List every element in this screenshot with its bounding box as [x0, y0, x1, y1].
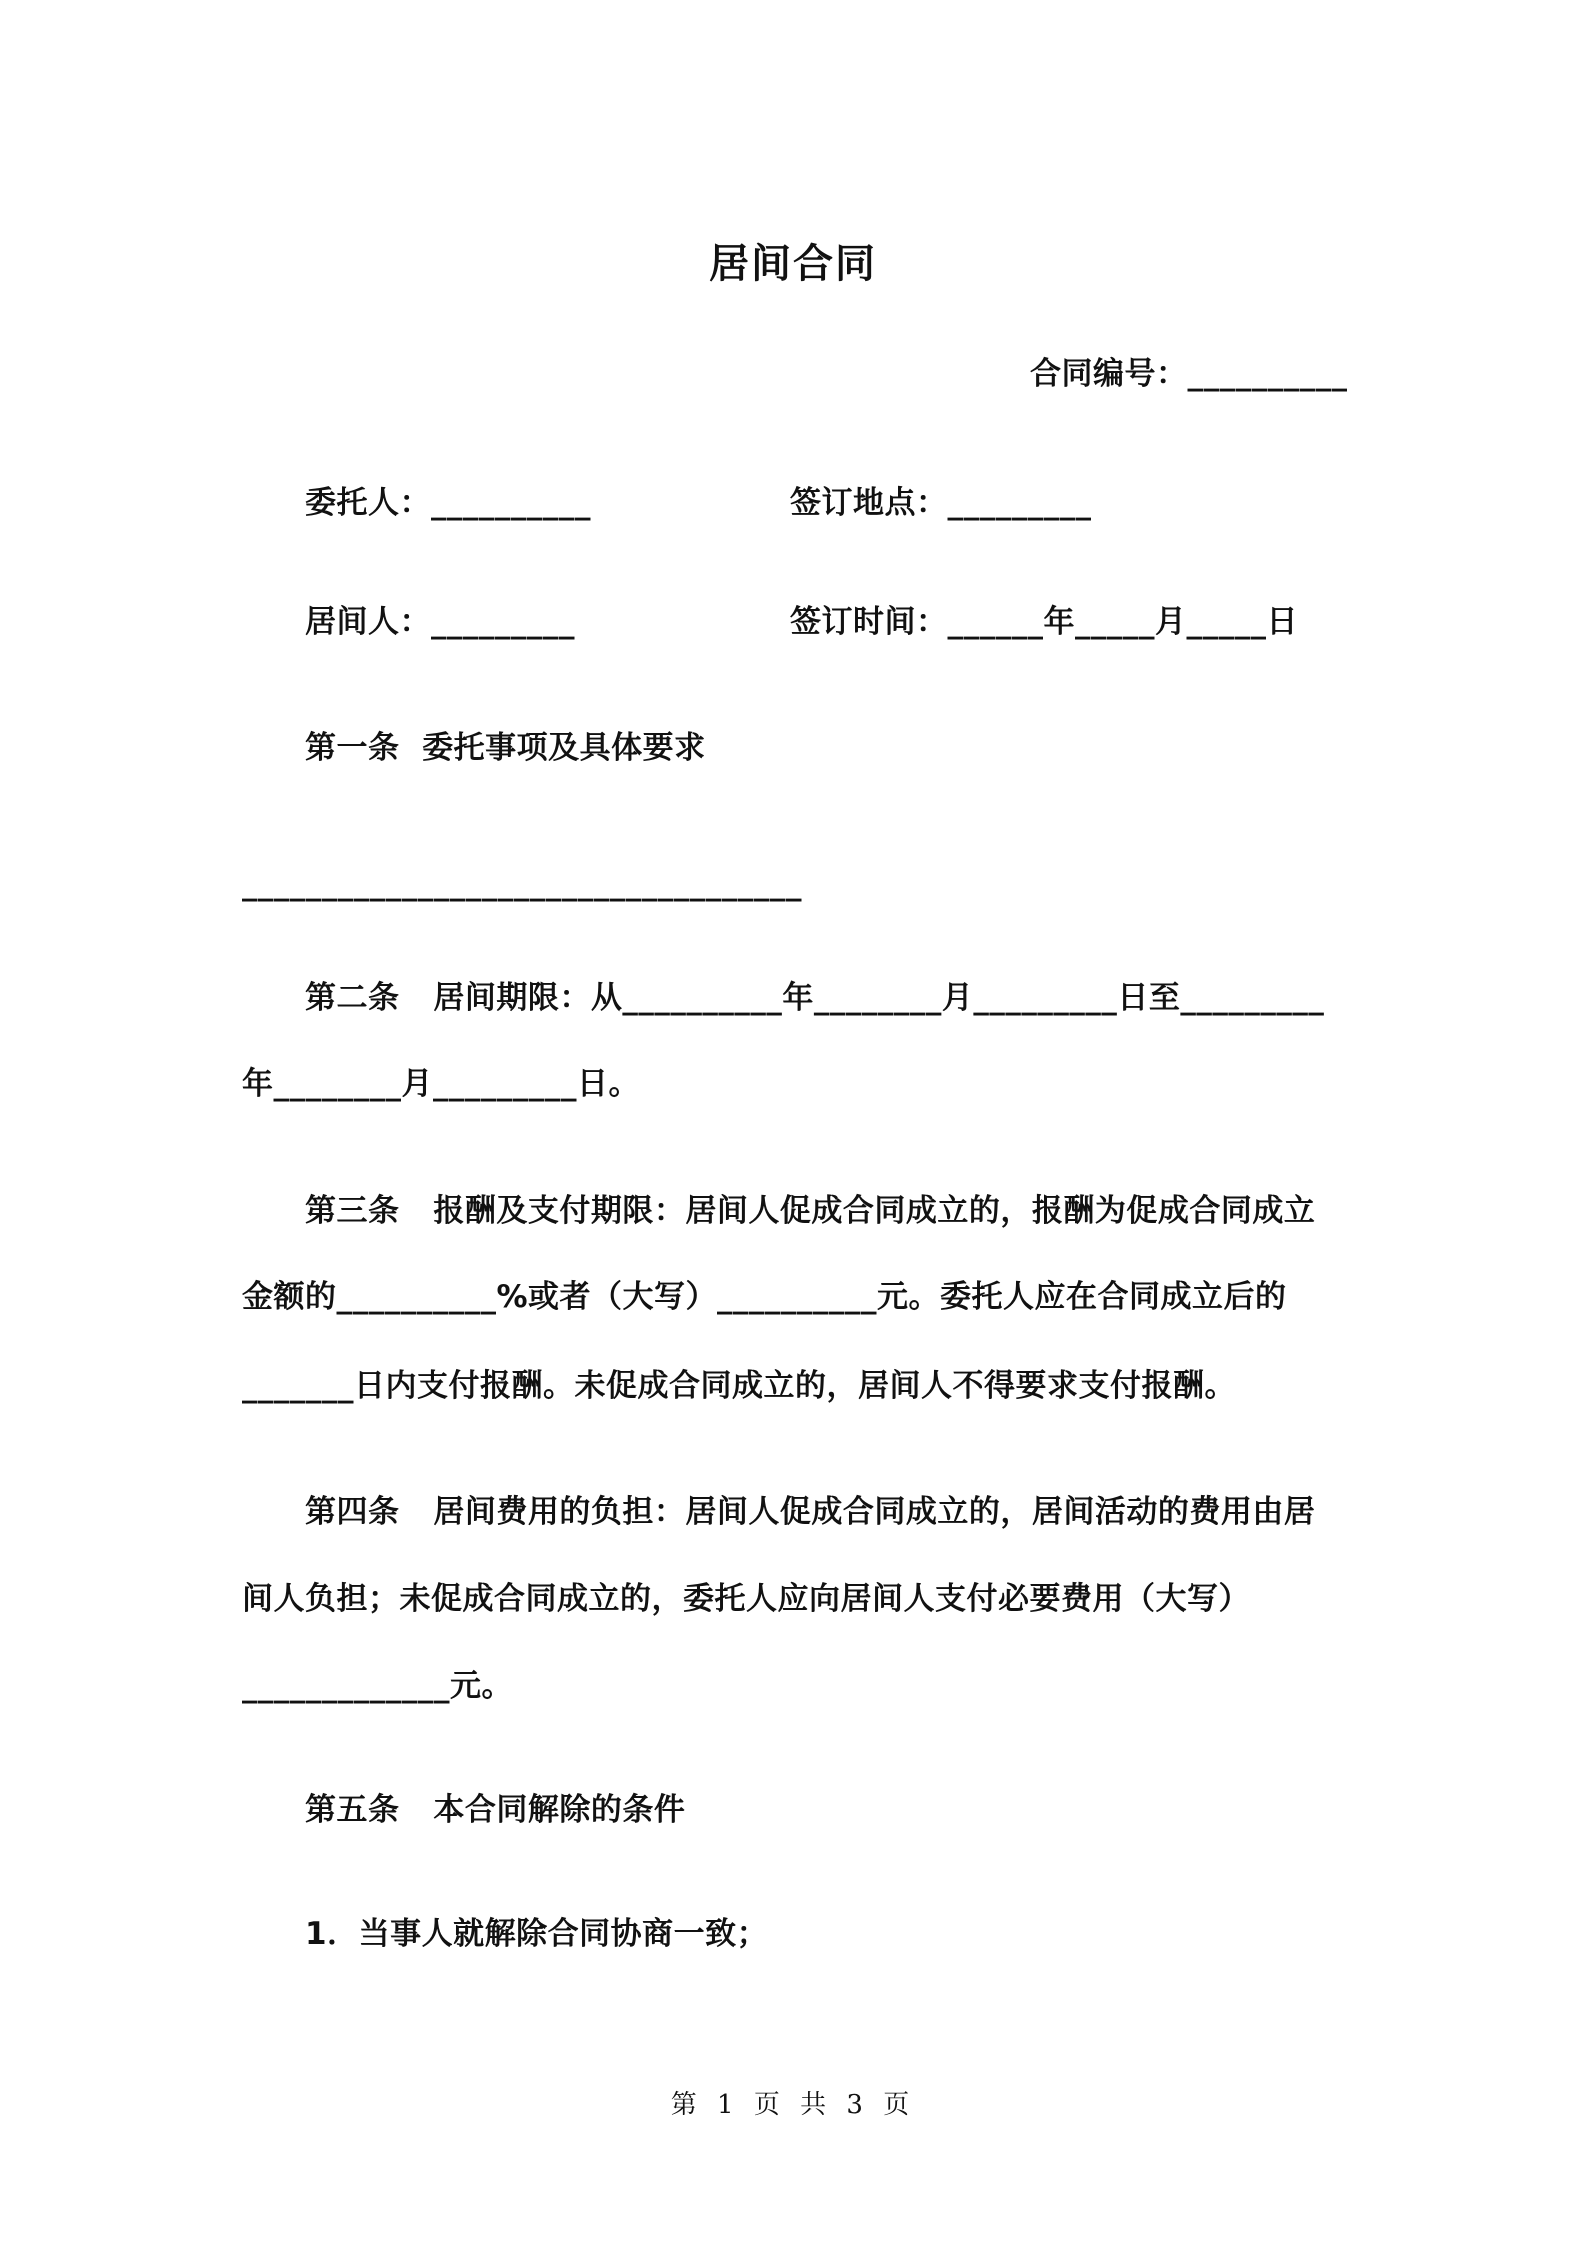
article-3-line-2: 金额的__________%或者（大写）__________元。委托人应在合同成立后的 — [242, 1279, 1287, 1315]
article-1-blank-line: ___________________________________ — [242, 866, 802, 902]
article-4-line-2: 间人负担；未促成合同成立的，委托人应向居间人支付必要费用（大写） — [242, 1581, 1250, 1617]
article-4-line-3: _____________元。 — [242, 1668, 513, 1704]
sign-time-field: 签订时间：______年_____月_____日 — [790, 604, 1298, 640]
article-3-line-3: _______日内支付报酬。未促成合同成立的，居间人不得要求支付报酬。 — [242, 1368, 1236, 1404]
client-field: 委托人：__________ — [305, 485, 591, 521]
article-1-heading: 第一条 委托事项及具体要求 — [305, 730, 706, 766]
sign-place-field: 签订地点：_________ — [790, 485, 1092, 521]
article-5-heading: 第五条 本合同解除的条件 — [305, 1792, 686, 1828]
article-2-line-1: 第二条 居间期限：从__________年________月_________日至_________ — [305, 980, 1325, 1016]
contract-number-field: 合同编号：__________ — [1030, 356, 1348, 392]
article-4-line-1: 第四条 居间费用的负担：居间人促成合同成立的，居间活动的费用由居 — [305, 1494, 1316, 1530]
page-footer: 第 1 页 共 3 页 — [670, 2090, 916, 2120]
contract-title: 居间合同 — [709, 241, 877, 287]
article-3-line-1: 第三条 报酬及支付期限：居间人促成合同成立的，报酬为促成合同成立 — [305, 1193, 1316, 1229]
broker-field: 居间人：_________ — [305, 604, 575, 640]
article-5-item-1: 1．当事人就解除合同协商一致； — [305, 1916, 769, 1952]
article-2-line-2: 年________月_________日。 — [242, 1066, 640, 1102]
